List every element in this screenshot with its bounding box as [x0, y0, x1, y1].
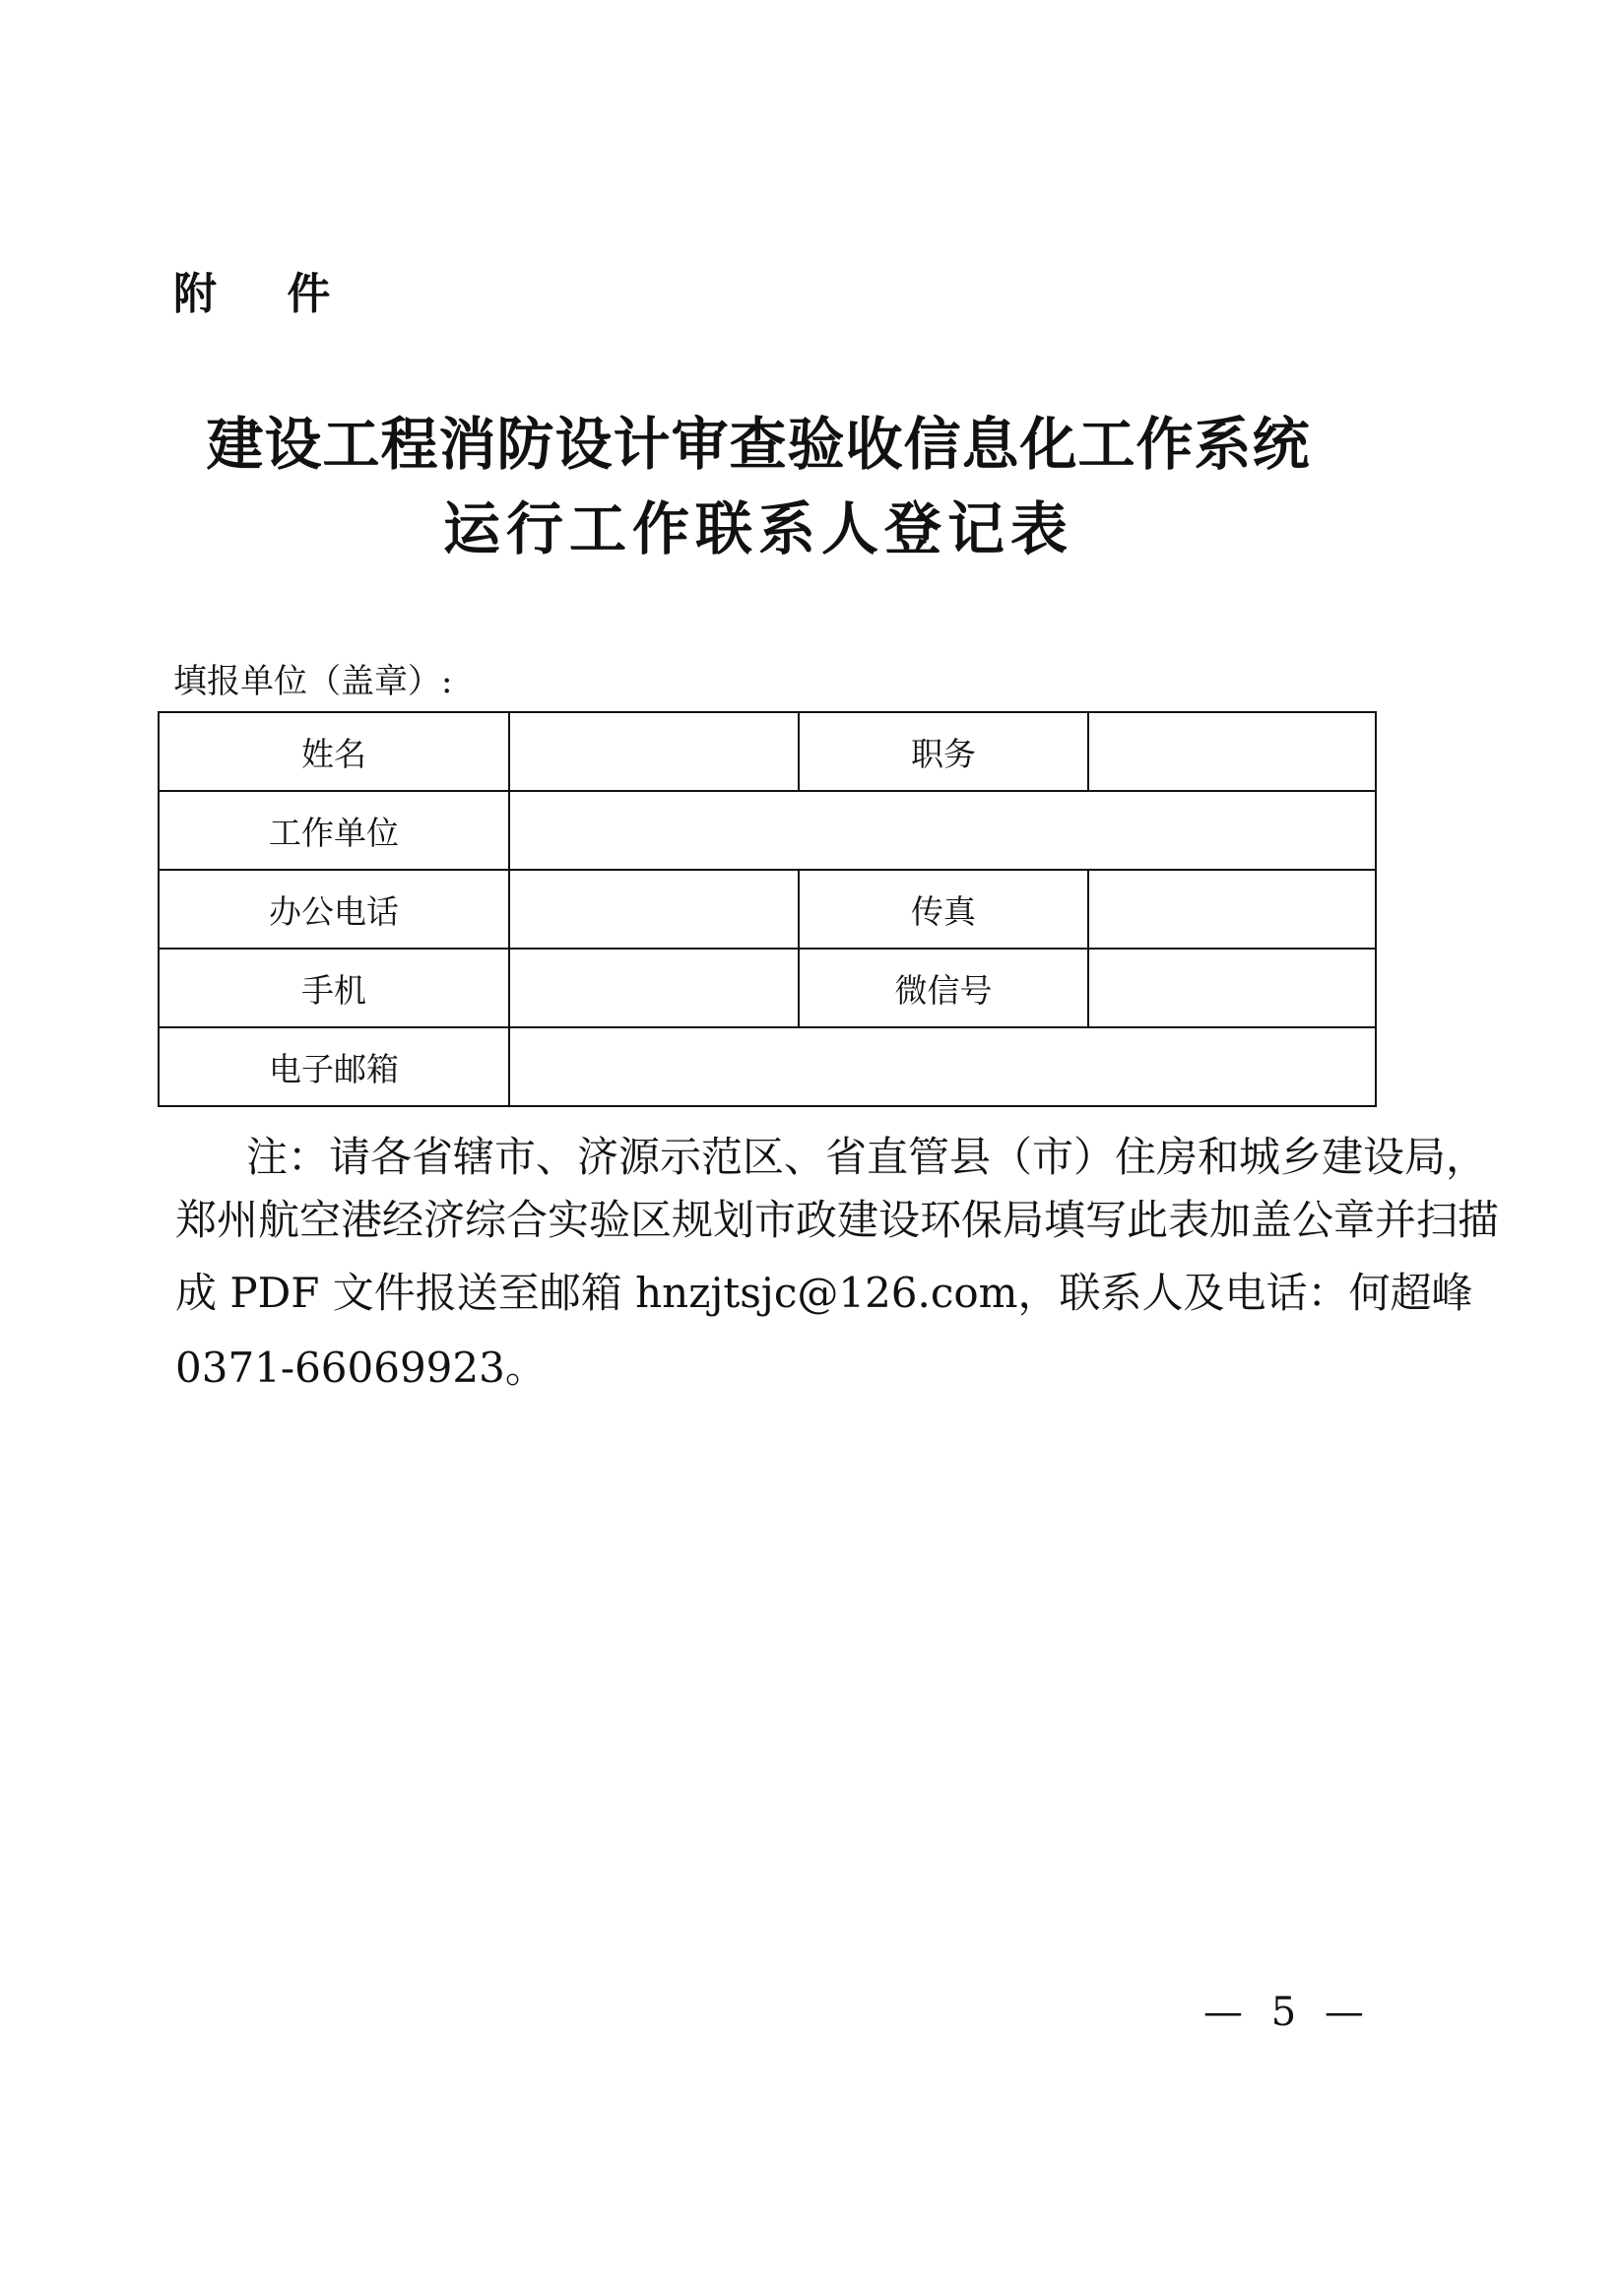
office-phone-label: 办公电话 [159, 870, 509, 949]
fax-label: 传真 [799, 870, 1088, 949]
note-line: 0371-66069923。 [175, 1344, 547, 1392]
work-unit-field[interactable] [509, 791, 1376, 870]
wechat-field[interactable] [1088, 949, 1376, 1027]
document-title-line1: 建设工程消防设计审查验收信息化工作系统 [206, 411, 1311, 478]
note-line: 成 PDF 文件报送至邮箱 hnzjtsjc@126.com，联系人及电话：何超峰 [175, 1269, 1473, 1317]
table-row [159, 1027, 1376, 1106]
document-title-line2: 运行工作联系人登记表 [442, 495, 1073, 562]
contact-registration-table [158, 711, 1377, 1107]
work-unit-label: 工作单位 [159, 791, 509, 870]
note-line: 郑州航空港经济综合实验区规划市政建设环保局填写此表加盖公章并扫描 [175, 1196, 1500, 1244]
fax-field[interactable] [1088, 870, 1376, 949]
reporting-unit-label: 填报单位（盖章）: [173, 662, 453, 701]
table-row [159, 791, 1376, 870]
office-phone-field[interactable] [509, 870, 799, 949]
table-row [159, 949, 1376, 1027]
page-number: — 5 — [1203, 1990, 1372, 2035]
table-row [159, 712, 1376, 791]
email-field[interactable] [509, 1027, 1376, 1106]
mobile-label: 手机 [159, 949, 509, 1027]
mobile-field[interactable] [509, 949, 799, 1027]
wechat-label: 微信号 [799, 949, 1088, 1027]
position-label: 职务 [799, 712, 1088, 791]
name-field[interactable] [509, 712, 799, 791]
attachment-label: 附 件 [173, 269, 358, 319]
note-line: 注：请各省辖市、济源示范区、省直管县（市）住房和城乡建设局， [246, 1133, 1488, 1181]
name-label: 姓名 [159, 712, 509, 791]
email-label: 电子邮箱 [159, 1027, 509, 1106]
position-field[interactable] [1088, 712, 1376, 791]
table-row [159, 870, 1376, 949]
